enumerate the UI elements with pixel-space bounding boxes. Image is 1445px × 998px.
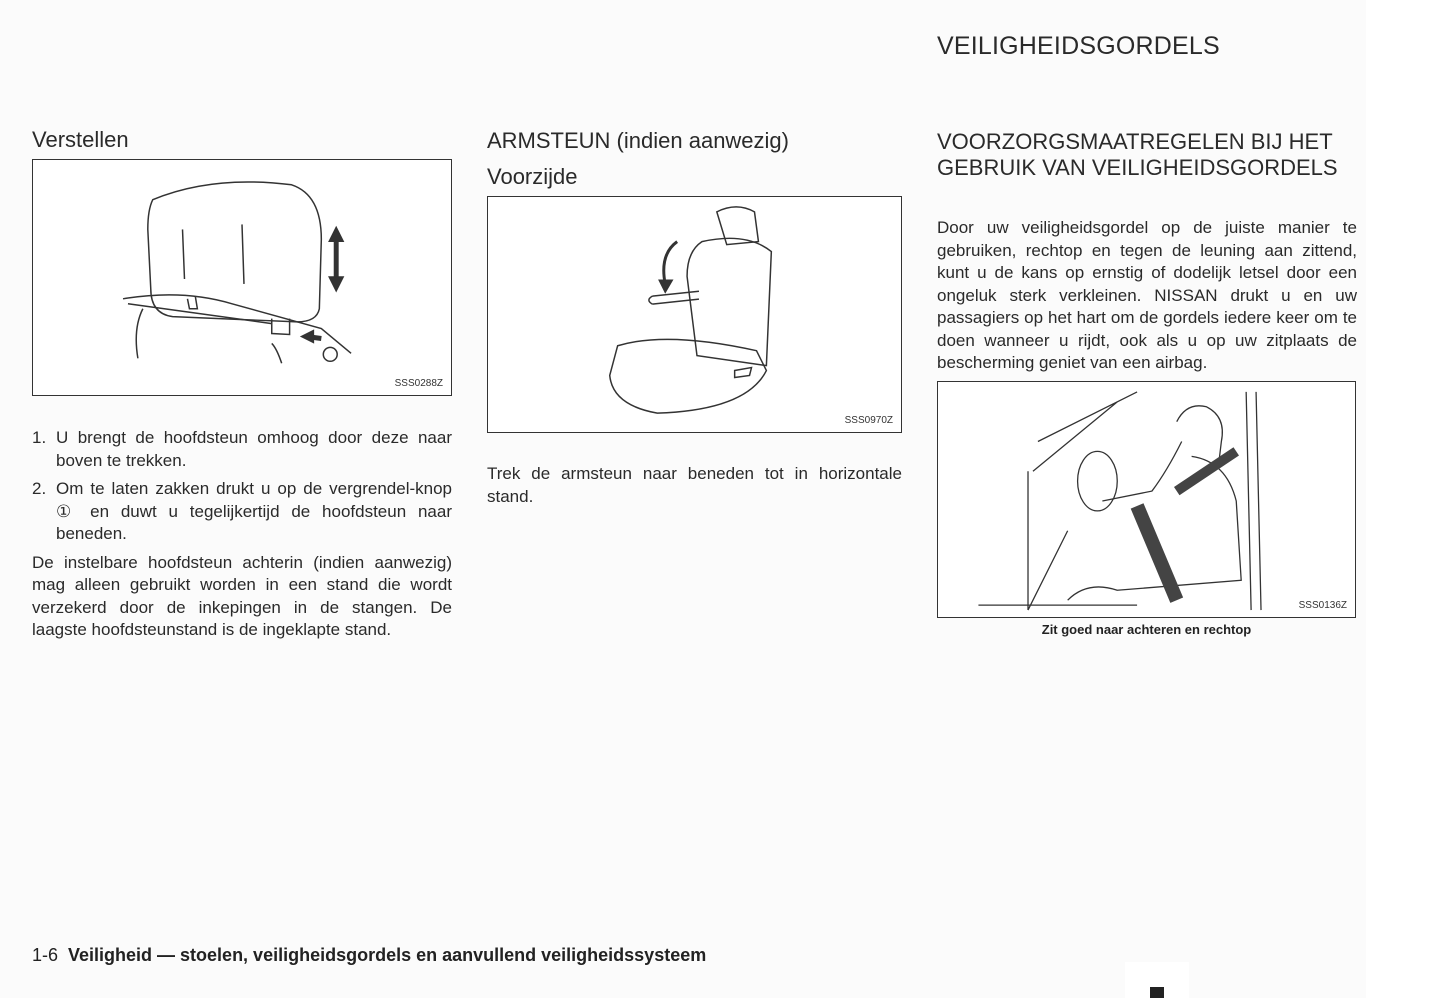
section-heading-voorzorgsmaatregelen: VOORZORGSMAATREGELEN BIJ HET GEBRUIK VAN VEILIGHEIDSGORDELS bbox=[937, 129, 1338, 180]
chapter-title: Veiligheid — stoelen, veiligheidsgordels en aanvullend veiligheidssysteem bbox=[68, 945, 707, 965]
steps-list bbox=[32, 427, 452, 642]
armrest-figure bbox=[487, 196, 902, 433]
list-number: 1. bbox=[32, 428, 47, 447]
section-heading-armsteun: ARMSTEUN (indien aanwezig) bbox=[487, 128, 789, 153]
tab-marker bbox=[1150, 987, 1164, 998]
list-item bbox=[32, 478, 452, 546]
headrest-illustration bbox=[33, 160, 451, 395]
list-text: U brengt de hoofdsteun omhoog door deze naar boven te trekken. bbox=[56, 428, 452, 470]
headrest-paragraph: De instelbare hoofdsteun achterin (indien aanwezig) mag alleen gebruikt worden in een stand die wordt verzekerd door de inkepingen in de stangen. De laagste hoofdsteunstand is de ingeklapte stand. bbox=[32, 552, 452, 639]
armrest-paragraph: Trek de armsteun naar beneden tot in horizontale stand. bbox=[487, 464, 902, 506]
section-heading-verstellen: Verstellen bbox=[32, 127, 129, 152]
list-item bbox=[32, 427, 452, 472]
list-text: Om te laten zakken drukt u op de vergrendel-knop ① en duwt u tegelijkertijd de hoofdsteun naar beneden. bbox=[56, 479, 452, 543]
figure-code: SSS0970Z bbox=[844, 415, 893, 426]
thumb-index-tab bbox=[1125, 962, 1189, 998]
seatbelt-figure bbox=[937, 381, 1356, 618]
list-number: 2. bbox=[32, 479, 47, 498]
seatbelt-paragraph: Door uw veiligheidsgordel op de juiste manier te gebruiken, rechtop en tegen de leuning aan zittend, kunt u de kans op ernstig of dodelijk letsel door een ongeluk sterk verkleinen. NISSAN drukt u en uw passagiers op het hart om de gordels iedere keer om te doen wanneer u rijdt, ook als u op uw zitplaats de bescherming geniet van een airbag. bbox=[937, 218, 1357, 372]
figure-code: SSS0288Z bbox=[394, 378, 443, 389]
headrest-figure bbox=[32, 159, 452, 396]
running-head: VEILIGHEIDSGORDELS bbox=[937, 32, 1220, 60]
seat-illustration bbox=[488, 197, 901, 432]
page-footer bbox=[32, 945, 706, 966]
driver-illustration bbox=[938, 382, 1355, 617]
subheading-voorzijde: Voorzijde bbox=[487, 164, 578, 189]
figure-caption: Zit goed naar achteren en rechtop bbox=[1041, 622, 1252, 637]
page-number: 1-6 bbox=[32, 945, 59, 965]
figure-code: SSS0136Z bbox=[1298, 600, 1347, 611]
